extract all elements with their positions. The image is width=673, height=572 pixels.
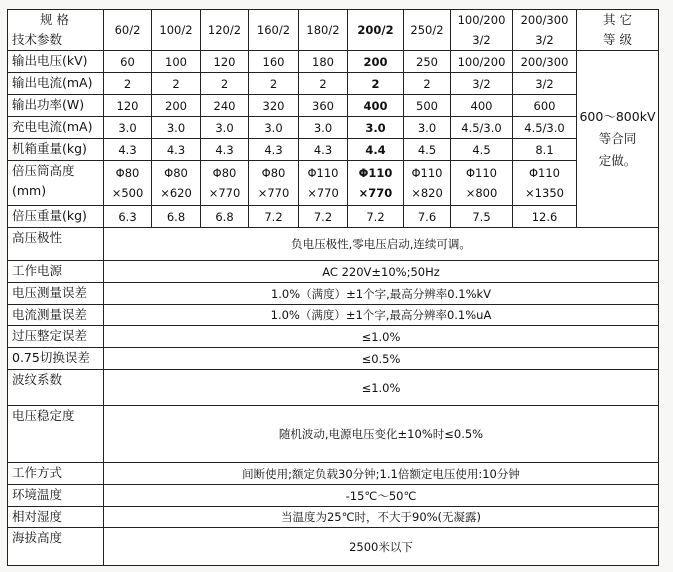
model-header (404, 10, 451, 51)
general-value (104, 463, 659, 485)
spec-row (8, 73, 659, 95)
cell-text: 4.3 (118, 142, 137, 157)
cell-text: 2 (269, 76, 278, 91)
tube-size-value (404, 161, 451, 206)
spec-value (201, 73, 249, 95)
cell-text: ×770 (208, 186, 241, 200)
cell-text: 7.2 (313, 209, 333, 224)
cell-text: 1.0%（满度）±1个字,最高分辨率0.1%uA (270, 308, 492, 322)
row-label (8, 406, 104, 463)
cell-text: 4.5/3.0 (524, 120, 565, 135)
cell-text: 3.0 (365, 120, 386, 135)
tube-size-value (201, 161, 249, 206)
spec-value (513, 139, 577, 161)
spec-value (249, 95, 299, 117)
general-value (104, 528, 659, 566)
cell-text: 6.8 (215, 209, 234, 224)
general-row (8, 348, 659, 370)
model-header (451, 10, 513, 51)
model-header (152, 10, 201, 51)
spec-value (152, 51, 201, 73)
general-row (8, 528, 659, 566)
row-label (8, 463, 104, 485)
cell-text: -15℃～50℃ (345, 488, 417, 503)
cell-text: Φ80 (164, 166, 188, 180)
cell-text: ≤0.5% (361, 351, 401, 366)
spec-value (348, 139, 404, 161)
cell-text: 电流测量误差 (12, 307, 88, 322)
cell-text: 输出功率(W) (12, 97, 85, 112)
cell-text: 3.0 (215, 120, 234, 135)
cell-text: 3/2 (535, 76, 554, 91)
cell-text: 规 格 (40, 12, 69, 27)
tube-size-value (348, 161, 404, 206)
cell-text: 随机波动,电源电压变化±10%时≤0.5% (278, 427, 484, 441)
spec-value (404, 73, 451, 95)
cell-text: Φ80 (212, 166, 237, 180)
other-note (577, 51, 659, 228)
spec-value (299, 139, 348, 161)
spec-value (201, 139, 249, 161)
general-value (104, 305, 659, 326)
row-label (8, 507, 104, 528)
cell-text: 0.75切换误差 (12, 350, 90, 365)
row-label (8, 161, 104, 206)
header-row (8, 10, 659, 51)
cell-text: 360 (312, 98, 334, 113)
cell-text: 3.0 (264, 120, 283, 135)
spec-value (451, 51, 513, 73)
tube-weight-value (152, 206, 201, 228)
cell-text: 充电电流(mA) (12, 119, 93, 134)
cell-text: 2 (220, 76, 229, 91)
cell-text: AC 220V±10%;50Hz (322, 264, 440, 279)
spec-value (249, 117, 299, 139)
spec-value (348, 73, 404, 95)
general-row (8, 485, 659, 507)
cell-text: 波纹系数 (12, 372, 63, 387)
row-label (8, 370, 104, 406)
cell-text: 60/2 (114, 23, 141, 37)
tube-weight-value (348, 206, 404, 228)
tube-size-value (451, 161, 513, 206)
cell-text: 100 (165, 54, 187, 69)
cell-text: ×770 (257, 186, 290, 200)
general-value (104, 261, 659, 283)
row-label (8, 95, 104, 117)
cell-text: 2 (172, 76, 180, 91)
spec-value (451, 73, 513, 95)
cell-text: 100/2 (159, 23, 193, 37)
cell-text: Φ80 (115, 166, 140, 180)
row-label (8, 283, 104, 305)
cell-text: 160 (262, 54, 285, 69)
cell-text: 6.8 (166, 209, 186, 224)
cell-text: 600～800kV (579, 109, 656, 124)
model-header (249, 10, 299, 51)
cell-text: 海拔高度 (12, 530, 63, 545)
cell-text: 200/300 (520, 54, 569, 69)
tube-weight-value (104, 206, 152, 228)
general-value (104, 326, 659, 348)
spec-value (104, 73, 152, 95)
cell-text: 160/2 (256, 23, 291, 37)
cell-text: 相对湿度 (12, 509, 63, 524)
cell-text: 3/2 (472, 33, 491, 47)
spec-table (7, 9, 659, 566)
general-row (8, 326, 659, 348)
spec-row (8, 139, 659, 161)
cell-text: ≤1.0% (361, 329, 401, 344)
cell-text: 400 (363, 98, 388, 113)
model-header (513, 10, 577, 51)
cell-text: 120 (116, 98, 139, 113)
cell-text: 3/2 (535, 33, 554, 47)
spec-value (249, 139, 299, 161)
general-row (8, 507, 659, 528)
cell-text: 100/200 (457, 54, 506, 69)
spec-value (404, 139, 451, 161)
cell-text: ≤1.0% (361, 380, 401, 395)
general-value (104, 406, 659, 463)
cell-text: 7.2 (264, 209, 283, 224)
spec-value (299, 117, 348, 139)
spec-value (404, 51, 451, 73)
cell-text: 7.2 (366, 209, 385, 224)
general-row (8, 406, 659, 463)
cell-text: 250/2 (410, 23, 444, 37)
cell-text: Φ110 (358, 166, 393, 180)
cell-text: 3.0 (118, 120, 137, 135)
cell-text: ×1350 (525, 186, 564, 200)
general-row (8, 261, 659, 283)
row-label (8, 228, 104, 261)
spec-value (404, 95, 451, 117)
general-row (8, 283, 659, 305)
cell-text: 2 (371, 76, 380, 91)
spec-value (104, 51, 152, 73)
cell-text: 200/300 (520, 13, 569, 27)
cell-text: 6.3 (118, 209, 137, 224)
other-header (577, 10, 659, 51)
cell-text: Φ110 (411, 166, 443, 180)
general-value (104, 228, 659, 261)
cell-text: 3.0 (417, 120, 437, 135)
cell-text: 4.5 (417, 142, 437, 157)
tube-size-row (8, 161, 659, 206)
cell-text: 8.1 (535, 142, 554, 157)
cell-text: 500 (416, 98, 438, 113)
cell-text: 倍压筒高度 (12, 163, 75, 178)
tube-weight-row (8, 206, 659, 228)
model-header (104, 10, 152, 51)
cell-text: 环境温度 (12, 487, 63, 502)
tube-weight-value (404, 206, 451, 228)
general-value (104, 485, 659, 507)
cell-text: 4.4 (365, 142, 386, 157)
cell-text: 技术参数 (12, 32, 63, 47)
cell-text: 120/2 (207, 23, 242, 37)
cell-text: (mm) (12, 183, 47, 198)
cell-text: Φ80 (261, 166, 286, 180)
spec-row (8, 51, 659, 73)
cell-text: 2 (319, 76, 327, 91)
cell-text: 负电压极性,零电压启动,连续可调。 (291, 237, 471, 251)
tube-weight-value (451, 206, 513, 228)
cell-text: 320 (262, 98, 285, 113)
cell-text: 其 它 (603, 12, 632, 27)
spec-value (249, 73, 299, 95)
cell-text: Φ110 (465, 166, 497, 180)
spec-value (348, 117, 404, 139)
cell-text: 工作电源 (12, 263, 63, 278)
cell-text: ×770 (358, 186, 393, 200)
general-value (104, 507, 659, 528)
spec-value (201, 51, 249, 73)
cell-text: 定做。 (598, 153, 637, 168)
row-label (8, 305, 104, 326)
cell-text: 200 (363, 54, 388, 69)
general-value (104, 348, 659, 370)
cell-text: 倍压重量(kg) (12, 208, 87, 223)
cell-text: 2 (423, 76, 431, 91)
row-label (8, 261, 104, 283)
cell-text: 3.0 (313, 120, 333, 135)
spec-value (299, 73, 348, 95)
cell-text: ×620 (160, 186, 192, 200)
spec-value (104, 117, 152, 139)
spec-value (513, 95, 577, 117)
cell-text: 高压极性 (12, 230, 63, 245)
row-label (8, 117, 104, 139)
spec-value (201, 117, 249, 139)
cell-text: 机箱重量(kg) (12, 141, 87, 156)
row-label (8, 485, 104, 507)
spec-value (299, 51, 348, 73)
row-label (8, 348, 104, 370)
spec-value (451, 117, 513, 139)
spec-value (249, 51, 299, 73)
spec-value (201, 95, 249, 117)
cell-text: 输出电压(kV) (12, 53, 88, 68)
spec-value (104, 95, 152, 117)
spec-value (152, 73, 201, 95)
spec-value (451, 139, 513, 161)
spec-value (451, 95, 513, 117)
cell-text: 4.3 (264, 142, 283, 157)
cell-text: ×800 (465, 186, 498, 200)
cell-text: 电压测量误差 (12, 285, 88, 300)
cell-text: 3.0 (166, 120, 186, 135)
general-row (8, 228, 659, 261)
cell-text: 4.3 (313, 142, 333, 157)
cell-text: 等 级 (603, 32, 632, 47)
cell-text: 7.6 (417, 209, 437, 224)
cell-text: 4.3 (166, 142, 186, 157)
row-label (8, 206, 104, 228)
tube-size-value (249, 161, 299, 206)
cell-text: 250 (416, 54, 438, 69)
cell-text: 4.5/3.0 (461, 120, 502, 135)
cell-text: 等合同 (598, 131, 637, 146)
row-label (8, 73, 104, 95)
spec-value (404, 117, 451, 139)
corner-header (8, 10, 104, 51)
spec-value (152, 139, 201, 161)
tube-size-value (104, 161, 152, 206)
row-label (8, 51, 104, 73)
cell-text: 4.3 (215, 142, 234, 157)
general-value (104, 283, 659, 305)
cell-text: 120 (213, 54, 236, 69)
general-row (8, 305, 659, 326)
cell-text: 240 (213, 98, 236, 113)
spec-row (8, 95, 659, 117)
row-label (8, 326, 104, 348)
cell-text: 180/2 (306, 23, 340, 37)
cell-text: 180 (312, 54, 334, 69)
spec-value (104, 139, 152, 161)
cell-text: 3/2 (472, 76, 491, 91)
spec-value (513, 51, 577, 73)
cell-text: 200 (165, 98, 187, 113)
cell-text: 400 (470, 98, 493, 113)
cell-text: 60 (120, 54, 135, 69)
cell-text: 12.6 (531, 209, 558, 224)
cell-text: 1.0%（满度）±1个字,最高分辨率0.1%kV (270, 286, 492, 301)
spec-value (299, 95, 348, 117)
cell-text: ×500 (111, 186, 144, 200)
cell-text: 4.5 (472, 142, 491, 157)
cell-text: 间断使用;额定负载30分钟;1.1倍额定电压使用:10分钟 (242, 466, 520, 481)
general-row (8, 370, 659, 406)
spec-value (348, 95, 404, 117)
cell-text: 电压稳定度 (12, 408, 75, 423)
cell-text: 7.5 (472, 209, 491, 224)
tube-weight-value (299, 206, 348, 228)
spec-value (513, 73, 577, 95)
tube-weight-value (513, 206, 577, 228)
spec-value (348, 51, 404, 73)
cell-text: ×770 (307, 186, 339, 200)
cell-text: 过压整定误差 (12, 328, 88, 343)
tube-weight-value (249, 206, 299, 228)
spec-value (152, 117, 201, 139)
tube-size-value (299, 161, 348, 206)
cell-text: 输出电流(mA) (12, 75, 93, 90)
spec-value (152, 95, 201, 117)
general-value (104, 370, 659, 406)
model-header (201, 10, 249, 51)
tube-size-value (152, 161, 201, 206)
general-row (8, 463, 659, 485)
cell-text: 2500米以下 (349, 539, 413, 554)
tube-size-value (513, 161, 577, 206)
tube-weight-value (201, 206, 249, 228)
cell-text: 2 (123, 76, 132, 91)
cell-text: Φ110 (528, 166, 560, 180)
cell-text: Φ110 (307, 166, 339, 180)
cell-text: 100/200 (457, 13, 506, 27)
row-label (8, 139, 104, 161)
row-label (8, 528, 104, 566)
cell-text: 200/2 (357, 23, 394, 37)
spec-value (513, 117, 577, 139)
cell-text: 当温度为25℃时，不大于90%(无凝露) (280, 510, 482, 524)
model-header (348, 10, 404, 51)
cell-text: ×820 (411, 186, 443, 200)
cell-text: 600 (533, 98, 556, 113)
spec-row (8, 117, 659, 139)
cell-text: 工作方式 (12, 465, 63, 480)
model-header (299, 10, 348, 51)
